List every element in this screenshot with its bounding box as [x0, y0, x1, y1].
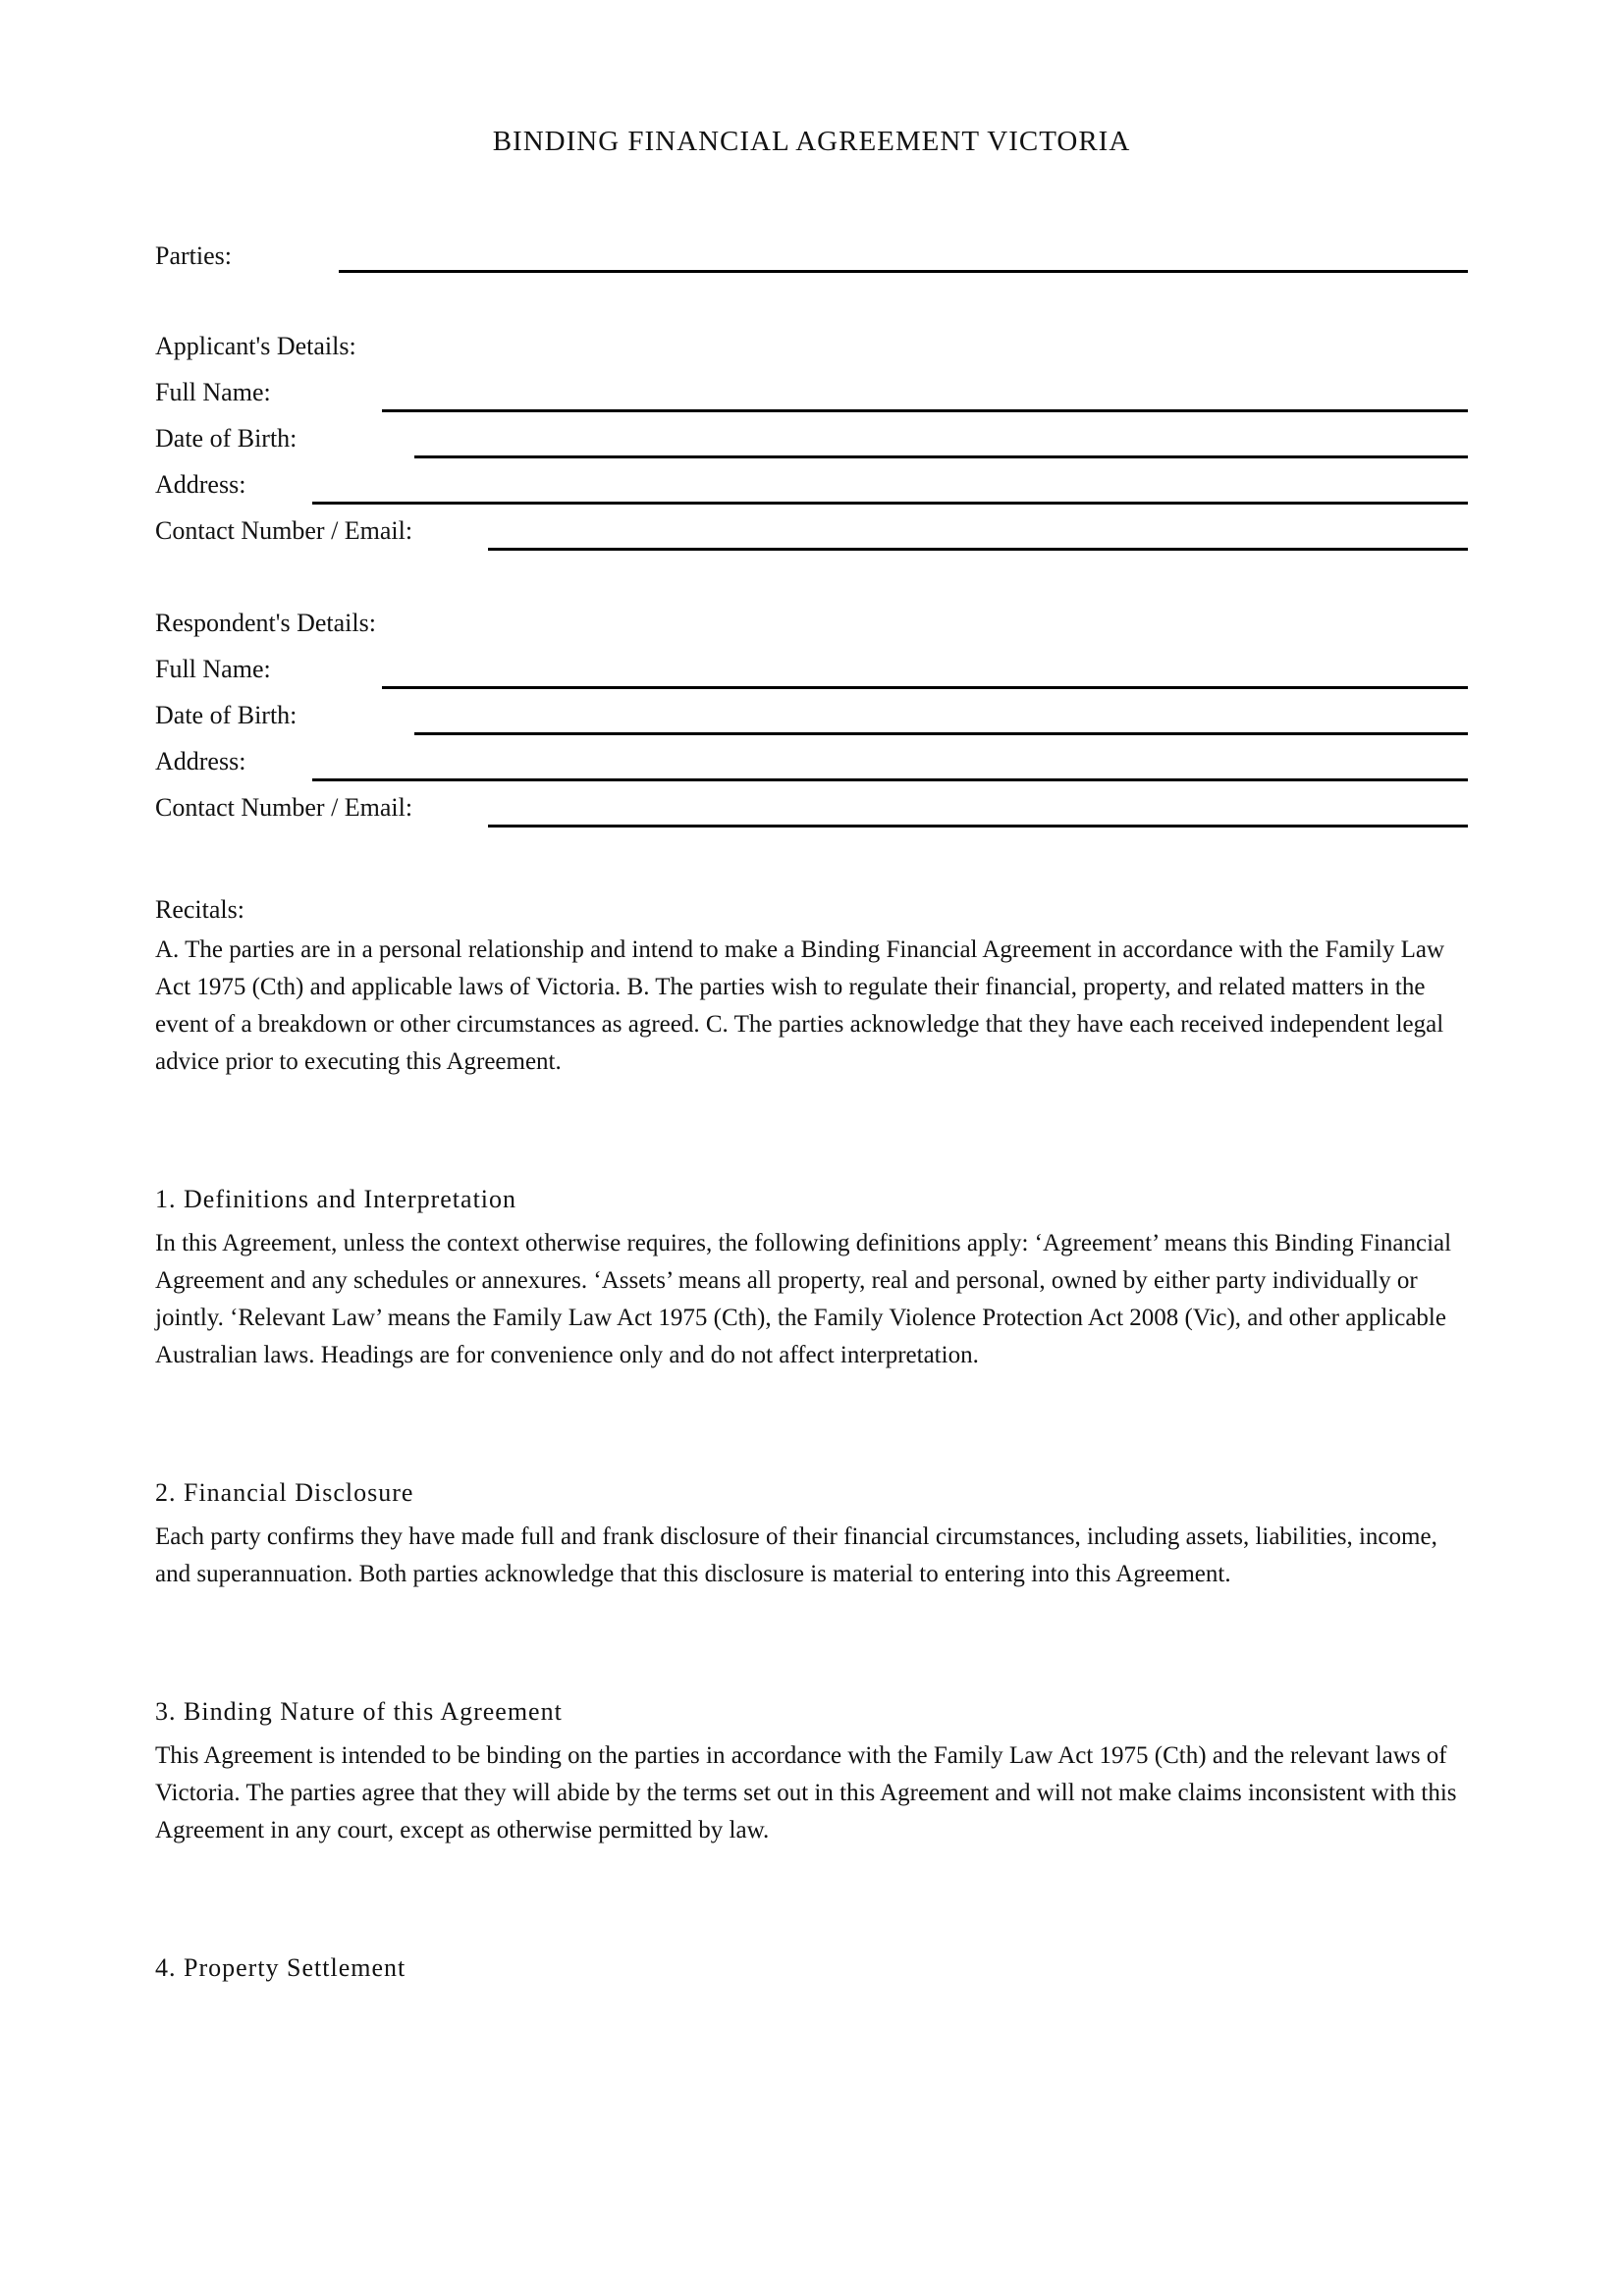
respondent-dob-fill-line[interactable] [414, 732, 1468, 735]
section-2-heading: 2. Financial Disclosure [155, 1478, 414, 1507]
applicant-details-heading: Applicant's Details: [155, 332, 356, 360]
applicant-address-label: Address: [155, 470, 246, 499]
respondent-full-name-label: Full Name: [155, 655, 271, 683]
section-3-body: This Agreement is intended to be binding on the parties in accordance with the Family Law Act 1975 (Cth) and the relevant laws of Victoria. The parties agree that they will abide by the terms set out in this Agreement and will not make claims inconsistent with this Agreement in any court, except as otherwise permitted by law. [155, 1742, 1457, 1843]
applicant-full-name-fill-line[interactable] [382, 409, 1468, 412]
respondent-dob-label: Date of Birth: [155, 701, 298, 729]
section-3-heading: 3. Binding Nature of this Agreement [155, 1697, 563, 1726]
applicant-dob-row [155, 423, 1468, 454]
respondent-address-label: Address: [155, 747, 246, 775]
respondent-address-row [155, 746, 1468, 777]
recitals-heading: Recitals: [155, 895, 244, 924]
section-4-heading: 4. Property Settlement [155, 1953, 406, 1982]
respondent-contact-row [155, 792, 1468, 824]
parties-row [155, 240, 1468, 272]
section-2-body: Each party confirms they have made full and frank disclosure of their financial circumstances, including assets, liabilities, income, and superannuation. Both parties acknowledge that this disclosure is material to entering into this Agreement. [155, 1523, 1437, 1587]
respondent-address-fill-line[interactable] [312, 778, 1468, 781]
respondent-full-name-row [155, 654, 1468, 685]
respondent-contact-label: Contact Number / Email: [155, 793, 413, 822]
applicant-address-row [155, 469, 1468, 501]
page-title: BINDING FINANCIAL AGREEMENT VICTORIA [492, 126, 1131, 157]
applicant-contact-fill-line[interactable] [488, 548, 1468, 551]
section-1-heading: 1. Definitions and Interpretation [155, 1185, 517, 1213]
applicant-full-name-label: Full Name: [155, 378, 271, 406]
recitals-text: A. The parties are in a personal relationship and intend to make a Binding Financial Agreement in accordance with the Family Law Act 1975 (Cth) and applicable laws of Victoria. B. The parties wish to regulate their financial, property, and related matters in the event of a breakdown or other circumstances as agreed. C. The parties acknowledge that they have each received independent legal advice prior to executing this Agreement. [155, 936, 1445, 1075]
applicant-full-name-row [155, 377, 1468, 408]
applicant-contact-label: Contact Number / Email: [155, 516, 413, 545]
respondent-dob-row [155, 700, 1468, 731]
section-1-body: In this Agreement, unless the context otherwise requires, the following definitions apply: ‘Agreement’ means this Binding Financial Agreement and any schedules or annexures. ‘Assets’ means all property, real and personal, owned by either party individually or jointly. ‘Relevant Law’ means the Family Law Act 1975 (Cth), the Family Violence Protection Act 2008 (Vic), and other applicable Australian laws. Headings are for convenience only and do not affect interpretation. [155, 1230, 1452, 1368]
parties-fill-line[interactable] [339, 270, 1468, 273]
applicant-address-fill-line[interactable] [312, 502, 1468, 505]
applicant-dob-label: Date of Birth: [155, 424, 298, 453]
applicant-dob-fill-line[interactable] [414, 455, 1468, 458]
parties-label: Parties: [155, 241, 232, 270]
respondent-full-name-fill-line[interactable] [382, 686, 1468, 689]
applicant-contact-row [155, 515, 1468, 547]
respondent-contact-fill-line[interactable] [488, 825, 1468, 828]
respondent-details-heading: Respondent's Details: [155, 609, 376, 637]
